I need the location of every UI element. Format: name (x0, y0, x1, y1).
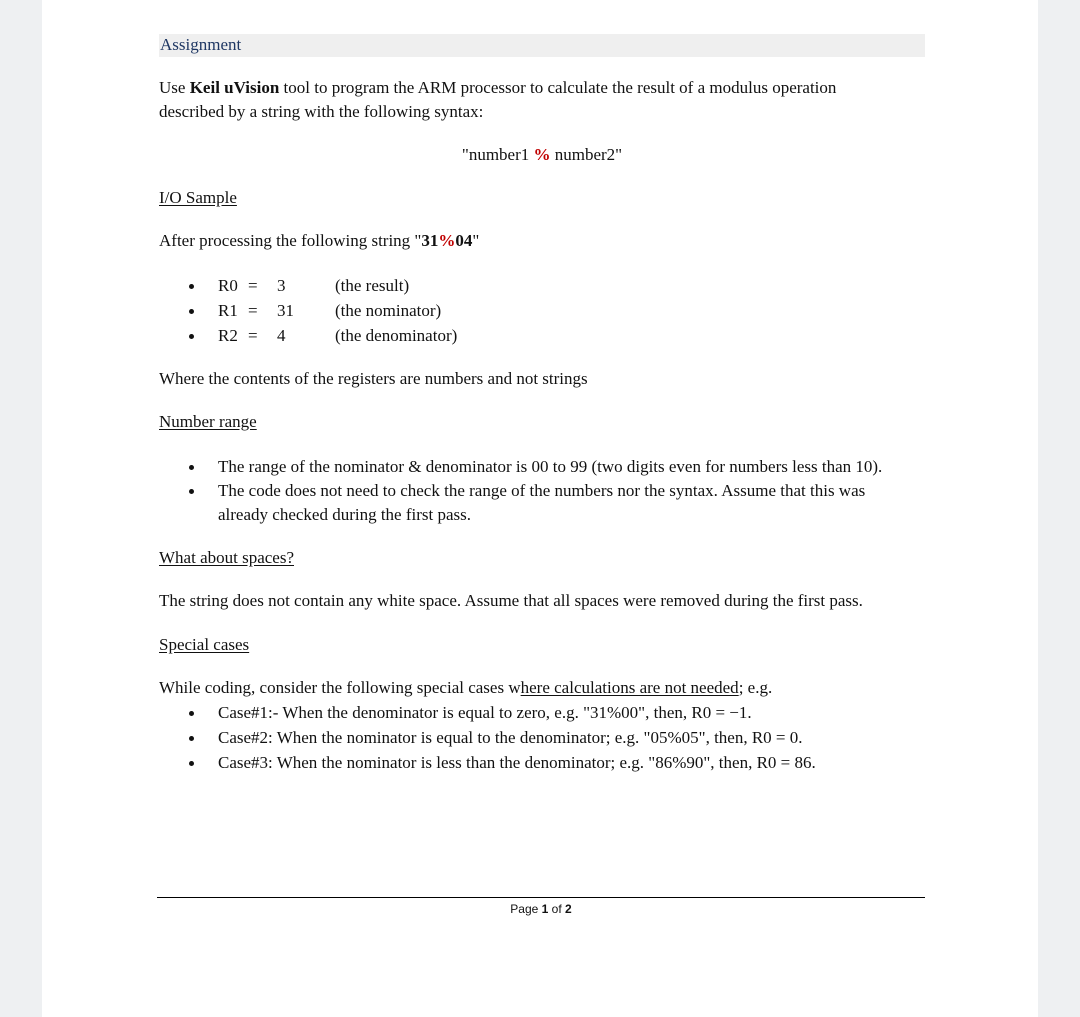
spaces-title: What about spaces? (159, 548, 294, 567)
register-value: 4 (277, 326, 286, 345)
io-sample-title: I/O Sample (159, 188, 237, 207)
register-name: R0 (218, 276, 238, 295)
bullet-icon (189, 465, 194, 470)
intro-suffix: ; e.g. (738, 678, 773, 697)
register-eq: = (248, 326, 258, 345)
syntax-number1: "number1 (461, 145, 534, 164)
current-page: 1 (541, 902, 549, 916)
registers-footnote: Where the contents of the registers are numbers and not strings (159, 369, 588, 388)
heading-text: Assignment (160, 35, 242, 54)
register-note: (the result) (335, 276, 410, 295)
intro-text: Use (159, 78, 190, 97)
bullet-icon (189, 334, 194, 339)
register-eq: = (248, 301, 258, 320)
tool-name: Keil uVision (189, 78, 280, 97)
bullet-icon (189, 309, 194, 314)
document-page (42, 0, 1038, 1017)
intro-underlined: here calculations are not needed (520, 678, 739, 697)
bullet-icon (189, 711, 194, 716)
bullet-icon (189, 284, 194, 289)
register-name: R2 (218, 326, 238, 345)
number-range-title: Number range (159, 412, 257, 431)
intro-prefix: While coding, consider the following special cases w (159, 678, 521, 697)
bullet-text: already checked during the first pass. (218, 505, 472, 524)
syntax-number2: number2" (550, 145, 623, 164)
intro-text: tool to program the ARM processor to calculate the result of a modulus operation (279, 78, 837, 97)
footer-divider (157, 897, 925, 898)
sample-operator: % (438, 231, 456, 250)
register-eq: = (248, 276, 258, 295)
io-sample-text (159, 229, 479, 253)
page-of: of (548, 902, 566, 916)
bullet-text: The range of the nominator & denominator is 00 to 99 (two digits even for numbers less than 10). (218, 457, 883, 476)
page-footer (157, 901, 925, 917)
sample-num1: 31 (421, 231, 439, 250)
spaces-text: The string does not contain any white space. Assume that all spaces were removed during the first pass. (159, 591, 863, 610)
total-pages: 2 (565, 902, 572, 916)
case-text: Case#2: When the nominator is equal to the denominator; e.g. "05%05", then, R0 = 0. (218, 728, 803, 747)
register-note: (the nominator) (335, 301, 442, 320)
intro-line-1 (159, 76, 836, 100)
intro-line-2: described by a string with the following syntax: (159, 102, 484, 121)
assignment-heading (159, 34, 925, 57)
case-text: Case#1:- When the denominator is equal to zero, e.g. "31%00", then, R0 = −1. (218, 703, 752, 722)
page-label: Page (510, 902, 542, 916)
syntax-operator: % (533, 145, 551, 164)
sample-suffix: " (472, 231, 480, 250)
sample-num2: 04 (455, 231, 473, 250)
bullet-icon (189, 761, 194, 766)
register-note: (the denominator) (335, 326, 458, 345)
register-name: R1 (218, 301, 238, 320)
bullet-icon (189, 736, 194, 741)
case-text: Case#3: When the nominator is less than the denominator; e.g. "86%90", then, R0 = 86. (218, 753, 816, 772)
bullet-icon (189, 489, 194, 494)
special-cases-title: Special cases (159, 635, 250, 654)
register-value: 31 (277, 301, 294, 320)
register-value: 3 (277, 276, 286, 295)
bullet-text: The code does not need to check the range of the numbers nor the syntax. Assume that this was (218, 481, 866, 500)
sample-prefix: After processing the following string " (159, 231, 422, 250)
special-cases-intro (159, 676, 772, 700)
syntax-line (159, 143, 925, 167)
